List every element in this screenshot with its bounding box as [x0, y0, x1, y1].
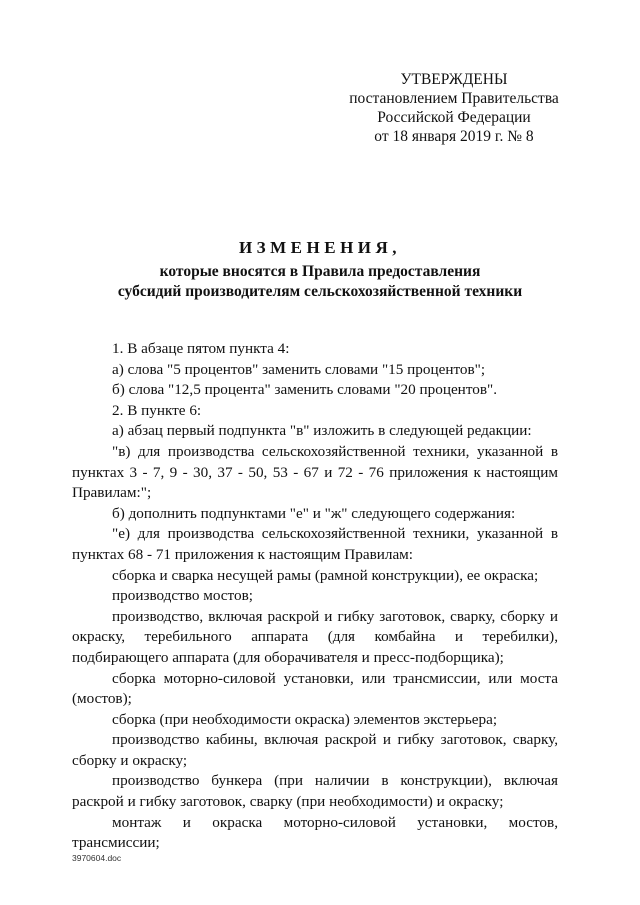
approval-heading: УТВЕРЖДЕНЫ: [400, 71, 508, 88]
paragraph: сборка и сварка несущей рамы (рамной конструкции), ее окраска;: [112, 566, 539, 584]
paragraph: сборка моторно-силовой установки, или трансмиссии, или моста (мостов);: [72, 669, 558, 708]
subtitle-line: которые вносятся в Правила предоставления: [159, 263, 481, 280]
paragraph: а) слова "5 процентов" заменить словами "15 процентов";: [112, 360, 486, 378]
document-subtitle: [0, 262, 640, 302]
approval-stamp: [340, 70, 568, 146]
approval-line: Российской Федерации: [377, 109, 531, 126]
document-body: [72, 339, 558, 854]
paragraph: 1. В абзаце пятом пункта 4:: [112, 340, 290, 357]
paragraph: б) дополнить подпунктами "е" и "ж" следующего содержания:: [112, 504, 516, 522]
paragraph: производство, включая раскрой и гибку заготовок, сварку, сборку и окраску, теребильного аппарата (для комбайна и теребилки), подбирающего аппарата (для оборачивателя и пресс-подборщика);: [72, 607, 558, 666]
subtitle-line: субсидий производителям сельскохозяйственной техники: [117, 283, 523, 300]
paragraph: производство бункера (при наличии в конструкции), включая раскрой и гибку заготовок, сварку (при необходимости) и окраску;: [72, 772, 558, 811]
paragraph: монтаж и окраска моторно-силовой установки, мостов, трансмиссии;: [72, 813, 558, 852]
paragraph: сборка (при необходимости окраска) элементов экстерьера;: [112, 710, 498, 728]
paragraph: 2. В пункте 6:: [112, 401, 202, 419]
paragraph: б) слова "12,5 процента" заменить словами "20 процентов".: [112, 381, 498, 399]
paragraph: производство кабины, включая раскрой и гибку заготовок, сварку, сборку и окраску;: [72, 731, 558, 769]
approval-line: постановлением Правительства: [349, 90, 559, 107]
paragraph: производство мостов;: [112, 587, 253, 605]
paragraph: а) абзац первый подпункта "в" изложить в следующей редакции:: [112, 422, 532, 440]
file-name-footer: 3970604.doc: [72, 853, 122, 863]
paragraph: "е) для производства сельскохозяйственной техники, указанной в пунктах 68 - 71 приложения к настоящим Правилам:: [72, 525, 558, 563]
document-title: ИЗМЕНЕНИЯ,: [238, 238, 402, 257]
paragraph: "в) для производства сельскохозяйственной техники, указанной в пунктах 3 - 7, 9 - 30, 37 - 50, 53 - 67 и 72 - 76 приложения к настоящим Правилам:";: [72, 442, 558, 502]
approval-date: от 18 января 2019 г. № 8: [374, 128, 534, 145]
